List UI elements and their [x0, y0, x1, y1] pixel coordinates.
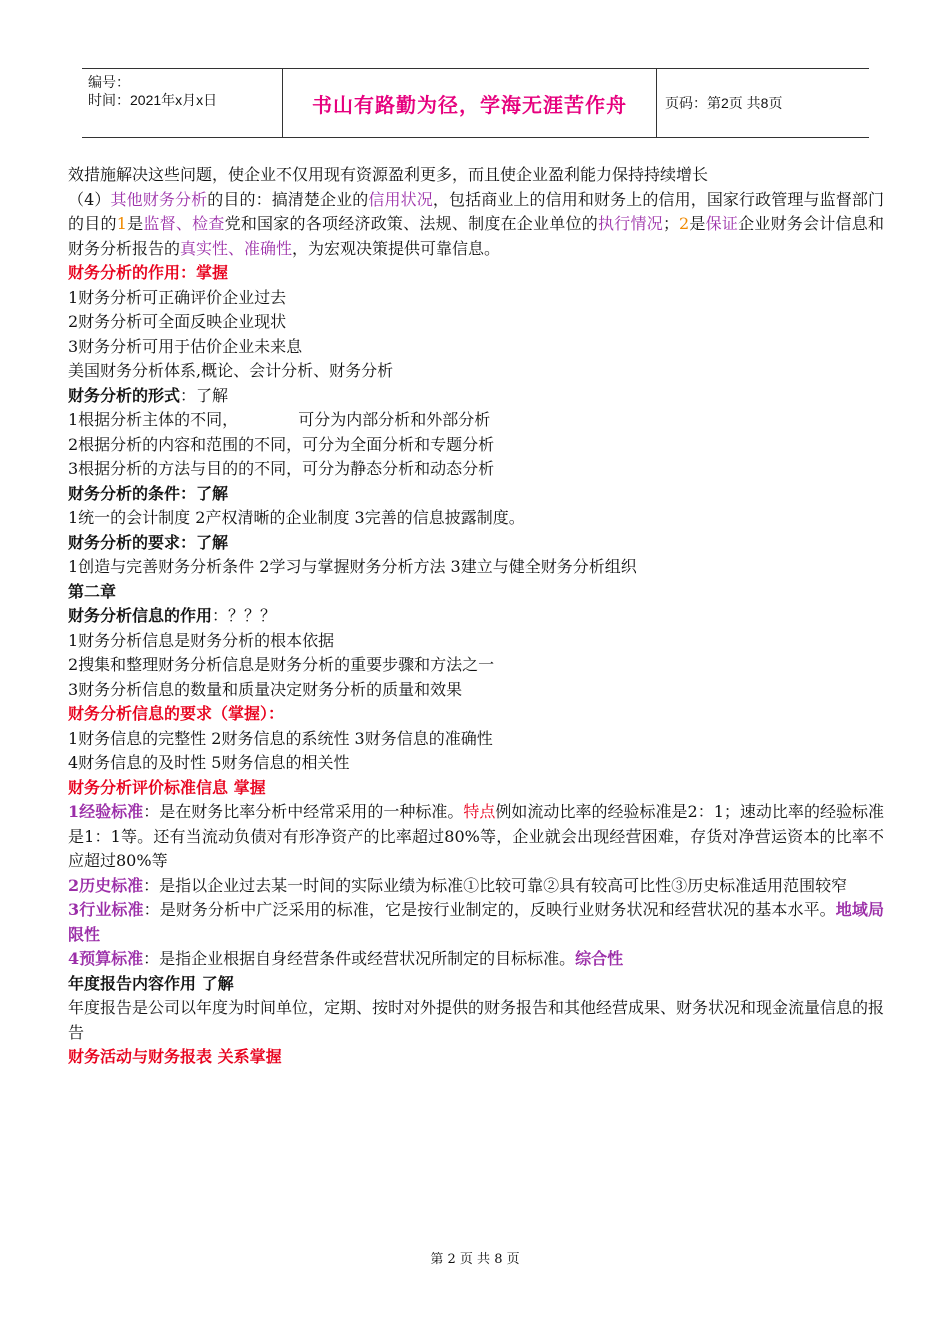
paragraph: 年度报告是公司以年度为时间单位，定期、按时对外提供的财务报告和其他经营成果、财务状况和现金流量信息的报告 — [68, 998, 885, 1042]
section-heading: 财务分析信息的要求（掌握）： — [68, 704, 285, 723]
list-item: 2搜集和整理财务分析信息是财务分析的重要步骤和方法之一 — [68, 655, 495, 674]
paragraph-standard-experience: 1经验标准：是在财务比率分析中经常采用的一种标准。特点例如流动比率的经验标准是2：1；速动比率的经验标准是1：1等。还有当流动负债对有形净资产的比率超过80%等，企业就会出现经营困难，存货对净营运资本的比率不应超过80%等 — [68, 802, 884, 870]
section-heading: 年度报告内容作用 了解 — [68, 973, 234, 993]
section-heading: 财务活动与财务报表 关系掌握 — [68, 1047, 282, 1066]
section-heading: 财务分析的要求：了解 — [68, 532, 229, 552]
paragraph: 效措施解决这些问题，使企业不仅用现有资源盈利更多，而且使企业盈利能力保持持续增长 — [68, 165, 709, 184]
chapter-heading: 第二章 — [68, 581, 117, 601]
section-heading: 财务分析的形式：了解 — [68, 385, 229, 405]
list-item: 1根据分析主体的不同， 可分为内部分析和外部分析 — [68, 410, 491, 429]
paragraph: 1统一的会计制度 2产权清晰的企业制度 3完善的信息披露制度。 — [68, 508, 525, 527]
paragraph-other-analysis: （4）其他财务分析的目的：搞清楚企业的信用状况，包括商业上的信用和财务上的信用，国家行政管理与监督部门的目的1是监督、检查党和国家的各项经济政策、法规、制度在企业单位的执行情况；2是保证企业财务会计信息和财务分析报告的真实性、准确性，为宏观决策提供可靠信息。 — [68, 189, 884, 258]
section-heading: 财务分析评价标准信息 掌握 — [68, 777, 266, 797]
page-header — [82, 68, 869, 138]
section-heading: 财务分析的条件：了解 — [68, 483, 229, 503]
header-page-number: 页码：第2页 共8页 — [665, 95, 783, 111]
list-item: 1财务信息的完整性 2财务信息的系统性 3财务信息的准确性 — [68, 728, 493, 748]
list-item: 3根据分析的方法与目的的不同，可分为静态分析和动态分析 — [68, 459, 495, 478]
section-heading: 财务分析的作用：掌握 — [68, 263, 229, 282]
list-item: 3财务分析可用于估价企业未来息 — [68, 336, 303, 356]
list-item: 2财务分析可全面反映企业现状 — [68, 312, 287, 331]
document-body — [68, 163, 884, 1070]
page-footer: 第 2 页 共 8 页 — [430, 1252, 520, 1267]
list-item: 4财务信息的及时性 5财务信息的相关性 — [68, 753, 350, 772]
paragraph: 美国财务分析体系,概论、会计分析、财务分析 — [68, 361, 394, 380]
paragraph-standard-industry: 3行业标准：是财务分析中广泛采用的标准，它是按行业制定的，反映行业财务状况和经营状况的基本水平。地域局限性 — [68, 900, 884, 944]
document-date: 时间：2021年x月x日 — [88, 92, 218, 108]
section-heading: 财务分析信息的作用：？？？ — [68, 606, 277, 625]
paragraph-standard-history: 2历史标准：是指以企业过去某一时间的实际业绩为标准①比较可靠②具有较高可比性③历史标准适用范围较窄 — [68, 875, 848, 895]
header-meta — [82, 69, 282, 137]
list-item: 1财务分析信息是财务分析的根本依据 — [68, 630, 335, 650]
list-item: 2根据分析的内容和范围的不同，可分为全面分析和专题分析 — [68, 434, 495, 454]
paragraph: 1创造与完善财务分析条件 2学习与掌握财务分析方法 3建立与健全财务分析组织 — [68, 557, 637, 576]
header-motto: 书山有路勤为径，学海无涯苦作舟 — [282, 69, 657, 137]
paragraph-standard-budget: 4预算标准：是指企业根据自身经营条件或经营状况所制定的目标标准。综合性 — [68, 949, 624, 968]
list-item: 1财务分析可正确评价企业过去 — [68, 287, 287, 307]
document-number: 编号： — [88, 74, 130, 90]
list-item: 3财务分析信息的数量和质量决定财务分析的质量和效果 — [68, 679, 463, 699]
